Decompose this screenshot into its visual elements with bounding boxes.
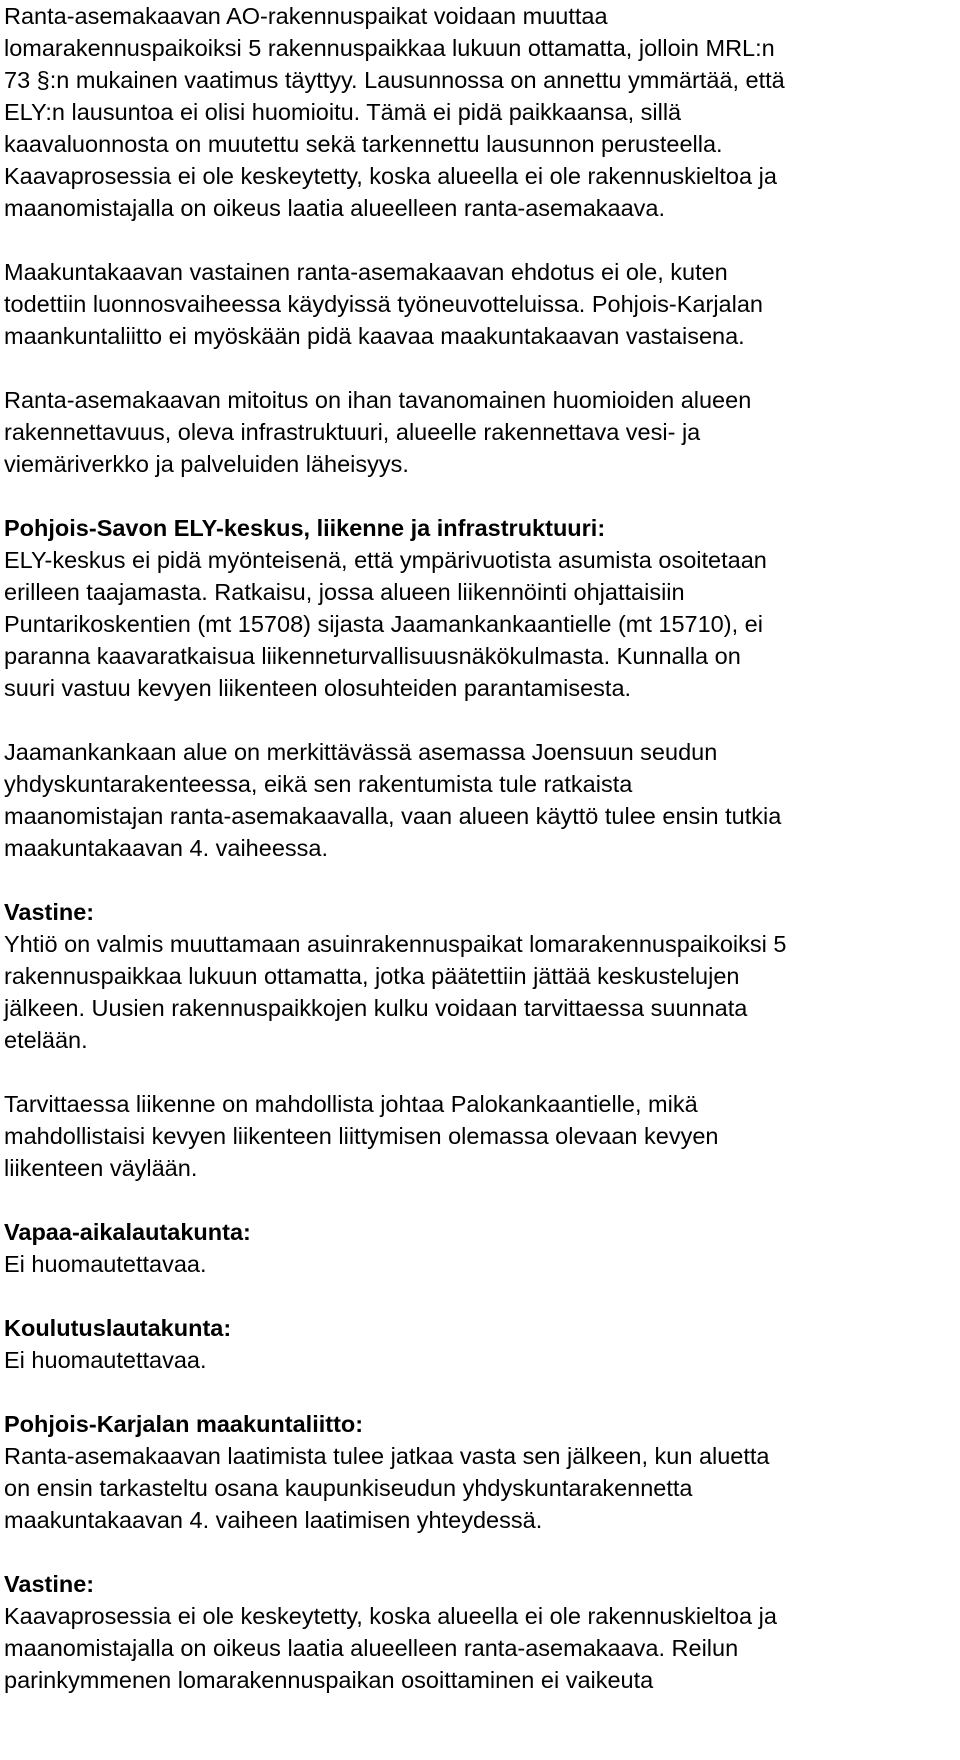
text-line: rakennettavuus, oleva infrastruktuuri, alueelle rakennettava vesi- ja — [4, 419, 701, 445]
paragraph-p1 — [4, 0, 956, 224]
text-line: kaavaluonnosta on muutettu sekä tarkennettu lausunnon perusteella. — [4, 131, 723, 157]
text-line: maankuntaliitto ei myöskään pidä kaavaa maakuntakaavan vastaisena. — [4, 323, 745, 349]
text-line: Ranta-asemakaavan mitoitus on ihan tavanomainen huomioiden alueen — [4, 387, 752, 413]
text-line: maakuntakaavan 4. vaiheen laatimisen yhteydessä. — [4, 1507, 543, 1533]
text-line: ELY-keskus ei pidä myönteisenä, että ympärivuotista asumista osoitetaan — [4, 547, 767, 573]
text-line: Ranta-asemakaavan laatimista tulee jatkaa vasta sen jälkeen, kun aluetta — [4, 1443, 770, 1469]
paragraph-p9 — [4, 1312, 956, 1376]
paragraph-p3 — [4, 384, 956, 480]
text-line: liikenteen väylään. — [4, 1155, 198, 1181]
text-line: lomarakennuspaikoiksi 5 rakennuspaikkaa lukuun ottamatta, jolloin MRL:n — [4, 35, 775, 61]
paragraph-p2 — [4, 256, 956, 352]
text-line: Yhtiö on valmis muuttamaan asuinrakennuspaikat lomarakennuspaikoiksi 5 — [4, 931, 787, 957]
text-line: Kaavaprosessia ei ole keskeytetty, koska alueella ei ole rakennuskieltoa ja — [4, 1603, 777, 1629]
paragraph-p10 — [4, 1408, 956, 1536]
text-line: Ranta-asemakaavan AO-rakennuspaikat voidaan muuttaa — [4, 3, 608, 29]
text-line: todettiin luonnosvaiheessa käydyissä työneuvotteluissa. Pohjois-Karjalan — [4, 291, 763, 317]
section-heading: Pohjois-Savon ELY-keskus, liikenne ja infrastruktuuri: — [4, 515, 606, 541]
section-heading: Vastine: — [4, 899, 95, 925]
text-line: Ei huomautettavaa. — [4, 1251, 207, 1277]
section-heading: Vapaa-aikalautakunta: — [4, 1219, 251, 1245]
paragraph-p5 — [4, 736, 956, 864]
section-heading: Pohjois-Karjalan maakuntaliitto: — [4, 1411, 364, 1437]
text-line: paranna kaavaratkaisua liikenneturvallisuusnäkökulmasta. Kunnalla on — [4, 643, 741, 669]
paragraph-p6 — [4, 896, 956, 1056]
text-line: on ensin tarkasteltu osana kaupunkiseudun yhdyskuntarakennetta — [4, 1475, 693, 1501]
text-line: erilleen taajamasta. Ratkaisu, jossa alueen liikennöinti ohjattaisiin — [4, 579, 685, 605]
text-line: parinkymmenen lomarakennuspaikan osoittaminen ei vaikeuta — [4, 1667, 654, 1693]
paragraph-p7 — [4, 1088, 956, 1184]
text-line: maakuntakaavan 4. vaiheessa. — [4, 835, 328, 861]
text-line: ELY:n lausuntoa ei olisi huomioitu. Tämä ei pidä paikkaansa, sillä — [4, 99, 682, 125]
text-line: maanomistajalla on oikeus laatia alueelleen ranta-asemakaava. Reilun — [4, 1635, 739, 1661]
text-line: maanomistajan ranta-asemakaavalla, vaan alueen käyttö tulee ensin tutkia — [4, 803, 782, 829]
text-line: rakennuspaikkaa lukuun ottamatta, jotka päätettiin jättää keskustelujen — [4, 963, 740, 989]
section-heading: Vastine: — [4, 1571, 95, 1597]
text-line: viemäriverkko ja palveluiden läheisyys. — [4, 451, 409, 477]
text-line: 73 §:n mukainen vaatimus täyttyy. Lausunnossa on annettu ymmärtää, että — [4, 67, 785, 93]
paragraph-p11 — [4, 1568, 956, 1696]
text-line: Kaavaprosessia ei ole keskeytetty, koska alueella ei ole rakennuskieltoa ja — [4, 163, 777, 189]
text-line: etelään. — [4, 1027, 88, 1053]
paragraph-p4 — [4, 512, 956, 704]
text-line: suuri vastuu kevyen liikenteen olosuhteiden parantamisesta. — [4, 675, 632, 701]
text-line: Tarvittaessa liikenne on mahdollista johtaa Palokankaantielle, mikä — [4, 1091, 698, 1117]
text-line: yhdyskuntarakenteessa, eikä sen rakentumista tule ratkaista — [4, 771, 633, 797]
text-line: mahdollistaisi kevyen liikenteen liittymisen olemassa olevaan kevyen — [4, 1123, 719, 1149]
text-line: Ei huomautettavaa. — [4, 1347, 207, 1373]
text-line: maanomistajalla on oikeus laatia alueelleen ranta-asemakaava. — [4, 195, 666, 221]
document-body — [4, 0, 956, 1696]
text-line: Puntarikoskentien (mt 15708) sijasta Jaamankankaantielle (mt 15710), ei — [4, 611, 763, 637]
text-line: Jaamankankaan alue on merkittävässä asemassa Joensuun seudun — [4, 739, 718, 765]
text-line: Maakuntakaavan vastainen ranta-asemakaavan ehdotus ei ole, kuten — [4, 259, 728, 285]
text-line: jälkeen. Uusien rakennuspaikkojen kulku voidaan tarvittaessa suunnata — [4, 995, 748, 1021]
paragraph-p8 — [4, 1216, 956, 1280]
section-heading: Koulutuslautakunta: — [4, 1315, 232, 1341]
